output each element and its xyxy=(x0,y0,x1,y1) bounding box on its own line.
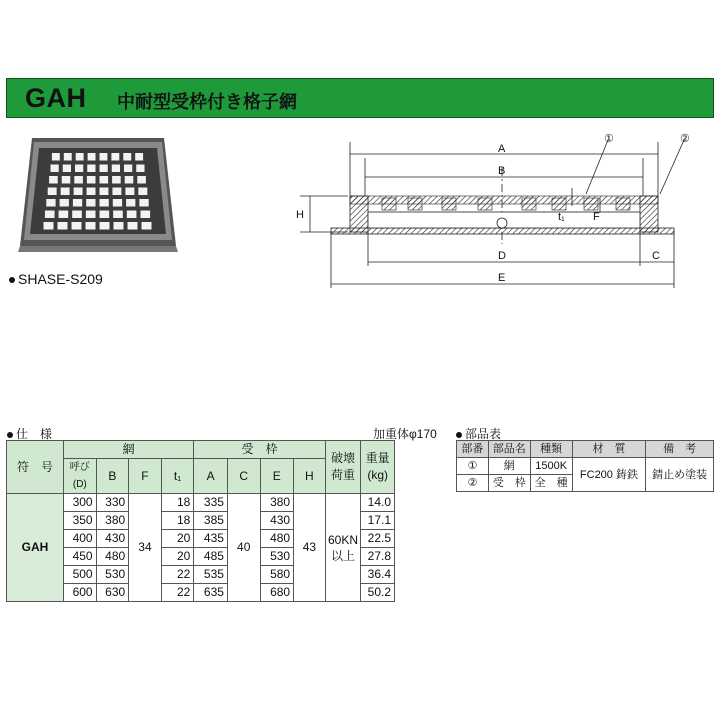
cell-d: 600 xyxy=(64,584,97,602)
grate-hole xyxy=(86,222,96,230)
parts-header: 備 考 xyxy=(646,441,714,458)
header-grate: 網 xyxy=(64,441,194,459)
cell-t1: 20 xyxy=(161,548,194,566)
cell-h: 43 xyxy=(294,494,326,602)
cell-t1: 22 xyxy=(161,584,194,602)
cell-b: 430 xyxy=(96,530,129,548)
spec-section-label: 仕 様 xyxy=(16,427,53,441)
grate-hole xyxy=(61,188,70,196)
parts-header: 材 質 xyxy=(572,441,646,458)
grate-hole xyxy=(100,188,109,196)
part-no: ② xyxy=(457,475,489,492)
grate-hole xyxy=(60,199,69,207)
grate-hole xyxy=(112,176,121,184)
label-t1: t₁ xyxy=(558,211,565,223)
cell-t1: 18 xyxy=(161,494,194,512)
label-D: D xyxy=(498,250,506,262)
grate-hole xyxy=(76,153,84,161)
grate-hole xyxy=(142,222,152,230)
table-row xyxy=(7,494,395,512)
cell-a: 485 xyxy=(194,548,228,566)
cell-e: 580 xyxy=(260,566,294,584)
cell-e: 530 xyxy=(260,548,294,566)
label-C: C xyxy=(652,250,660,262)
grate-hole xyxy=(75,165,83,173)
label-E: E xyxy=(498,272,506,284)
cell-e: 480 xyxy=(260,530,294,548)
grate-hole xyxy=(88,153,96,161)
cell-d: 350 xyxy=(64,512,97,530)
grate-hole xyxy=(113,199,122,207)
grate-hole xyxy=(100,211,110,219)
grate-hole xyxy=(100,222,110,230)
grate-hole xyxy=(51,165,59,173)
grate-hole xyxy=(74,176,83,184)
cell-weight: 27.8 xyxy=(361,548,395,566)
cell-weight: 36.4 xyxy=(361,566,395,584)
cell-d: 400 xyxy=(64,530,97,548)
parts-header: 種類 xyxy=(530,441,572,458)
cell-a: 385 xyxy=(194,512,228,530)
grate-hole xyxy=(136,165,144,173)
grate-bar xyxy=(442,198,456,210)
cell-a: 435 xyxy=(194,530,228,548)
grate-hole xyxy=(112,188,121,196)
sub-header: C xyxy=(227,459,260,494)
grate-hole xyxy=(87,176,96,184)
grate-bar xyxy=(584,198,598,210)
grate-hole xyxy=(113,211,123,219)
cell-e: 430 xyxy=(260,512,294,530)
sub-header: F xyxy=(129,459,162,494)
cell-d: 300 xyxy=(64,494,97,512)
grate-hole xyxy=(72,211,82,219)
grate-hole xyxy=(112,165,120,173)
grate-bar xyxy=(382,198,396,210)
part-remark: 錆止め塗装 xyxy=(646,458,714,492)
cell-weight: 17.1 xyxy=(361,512,395,530)
cell-b: 630 xyxy=(96,584,129,602)
standard-text: SHASE-S209 xyxy=(18,271,103,287)
cell-weight: 14.0 xyxy=(361,494,395,512)
parts-header: 部品名 xyxy=(488,441,530,458)
label-B: B xyxy=(498,165,506,177)
part-name: 網 xyxy=(488,458,530,475)
grate-bar xyxy=(478,198,492,210)
part-kind: 1500K xyxy=(530,458,572,475)
grate-hole xyxy=(125,188,134,196)
grate-hole xyxy=(100,165,108,173)
grate-hole xyxy=(135,153,143,161)
grate-hole xyxy=(72,222,82,230)
standard-label xyxy=(9,271,103,287)
table-row xyxy=(457,458,714,475)
grate-hole xyxy=(114,222,124,230)
cell-a: 635 xyxy=(194,584,228,602)
header-symbol: 符 号 xyxy=(7,441,64,494)
sub-header: H xyxy=(294,459,326,494)
sub-header: A xyxy=(194,459,228,494)
cell-b: 480 xyxy=(96,548,129,566)
grate-bar xyxy=(522,198,536,210)
part-no: ① xyxy=(457,458,489,475)
grate-hole xyxy=(86,199,95,207)
cell-t1: 22 xyxy=(161,566,194,584)
grate-hole xyxy=(137,176,146,184)
grate-hole xyxy=(124,165,132,173)
grate-hole xyxy=(140,211,150,219)
cell-b: 380 xyxy=(96,512,129,530)
grate-hole xyxy=(87,188,96,196)
grate-hole xyxy=(86,211,96,219)
cell-weight: 22.5 xyxy=(361,530,395,548)
header-weight: 重量(kg) xyxy=(361,441,395,494)
symbol-cell: GAH xyxy=(7,494,64,602)
part-material: FC200 鋳鉄 xyxy=(572,458,646,492)
part-kind: 全 種 xyxy=(530,475,572,492)
grate-hole xyxy=(126,199,135,207)
cell-a: 335 xyxy=(194,494,228,512)
grate-hole xyxy=(73,199,82,207)
title-bar xyxy=(6,78,714,118)
grate-hole xyxy=(100,153,108,161)
label-A: A xyxy=(498,143,506,155)
cell-e: 680 xyxy=(260,584,294,602)
grate-hole xyxy=(44,222,54,230)
cell-f: 34 xyxy=(129,494,162,602)
grate-hole xyxy=(64,153,72,161)
product-photo xyxy=(14,128,182,258)
cell-weight: 50.2 xyxy=(361,584,395,602)
parts-header: 部番 xyxy=(457,441,489,458)
product-code: GAH xyxy=(25,83,87,113)
parts-section-label: 部品表 xyxy=(465,427,502,441)
part-2-marker: ② xyxy=(680,133,690,145)
grate-hole xyxy=(111,153,119,161)
grate-hole xyxy=(138,188,147,196)
grate-hole xyxy=(123,153,131,161)
grate-bar xyxy=(616,198,630,210)
load-note: 加重体φ170 xyxy=(373,427,437,441)
header-frame: 受 枠 xyxy=(194,441,325,459)
grate-bar xyxy=(552,198,566,210)
grate-hole xyxy=(100,176,109,184)
label-H: H xyxy=(296,209,304,221)
parts-table xyxy=(456,440,714,492)
product-title: 中耐型受枠付き格子網 xyxy=(117,92,297,112)
sub-header: E xyxy=(260,459,294,494)
grate-hole xyxy=(46,199,55,207)
sub-header: B xyxy=(96,459,129,494)
cell-e: 380 xyxy=(260,494,294,512)
grate-hole xyxy=(128,222,138,230)
grate-hole xyxy=(139,199,148,207)
section-drawing xyxy=(290,128,710,298)
grate-hole xyxy=(127,211,137,219)
label-F: F xyxy=(593,211,600,223)
grate-hole xyxy=(74,188,83,196)
sub-header: 呼び(D) xyxy=(64,459,97,494)
spec-table xyxy=(6,440,395,602)
cell-t1: 20 xyxy=(161,530,194,548)
grate-hole xyxy=(45,211,55,219)
header-break-load: 破壊荷重 xyxy=(325,441,361,494)
grate-hole xyxy=(62,176,71,184)
part-1-marker: ① xyxy=(604,133,614,145)
grate-hole xyxy=(52,153,60,161)
grate-hole xyxy=(58,222,68,230)
grate-hole xyxy=(100,199,109,207)
grate-hole xyxy=(63,165,71,173)
cell-b: 530 xyxy=(96,566,129,584)
grate-hole xyxy=(49,176,58,184)
grate-hole xyxy=(48,188,57,196)
grate-hole xyxy=(87,165,95,173)
cell-d: 500 xyxy=(64,566,97,584)
grate-hole xyxy=(59,211,69,219)
cell-b: 330 xyxy=(96,494,129,512)
sub-header: t₁ xyxy=(161,459,194,494)
part-name: 受 枠 xyxy=(488,475,530,492)
cell-t1: 18 xyxy=(161,512,194,530)
cell-a: 535 xyxy=(194,566,228,584)
cell-break-load: 60KN以上 xyxy=(325,494,361,602)
grate-hole xyxy=(125,176,134,184)
cell-c: 40 xyxy=(227,494,260,602)
cell-d: 450 xyxy=(64,548,97,566)
grate-bar xyxy=(408,198,422,210)
